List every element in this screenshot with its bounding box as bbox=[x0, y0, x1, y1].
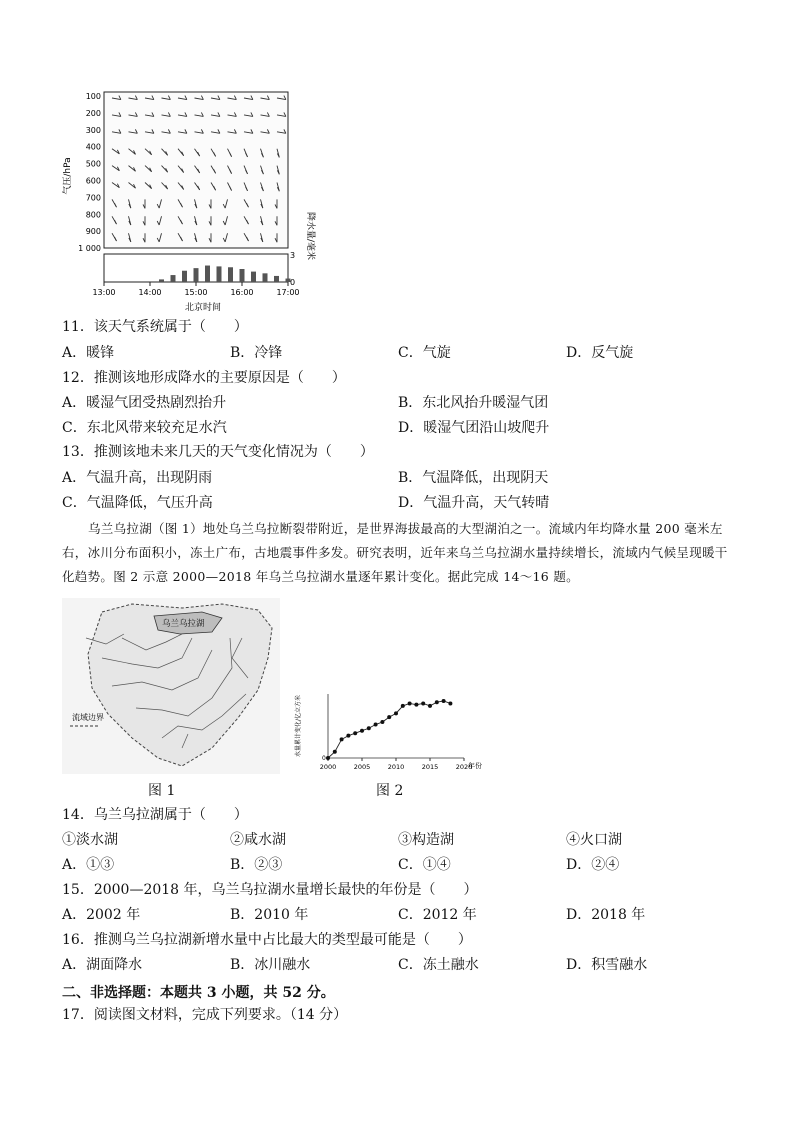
pressure-ticks bbox=[78, 92, 101, 253]
pressure-tick: 600 bbox=[85, 176, 101, 186]
fig1-caption: 图 1 bbox=[148, 783, 176, 799]
q15-option-d[interactable]: D．2018 年 bbox=[566, 907, 646, 923]
q16-option-a[interactable]: A．湖面降水 bbox=[62, 957, 143, 973]
fig2-point bbox=[374, 723, 378, 727]
q11-option-c[interactable]: C．气旋 bbox=[398, 345, 451, 361]
q11-stem: 11．该天气系统属于（ ） bbox=[62, 319, 248, 335]
fig2-point bbox=[340, 737, 344, 741]
fig2-point bbox=[448, 701, 452, 705]
time-tick-label: 15:00 bbox=[184, 288, 208, 297]
fig2-point bbox=[435, 700, 439, 704]
pressure-tick: 300 bbox=[85, 125, 101, 135]
precip-tick-3: 3 bbox=[290, 251, 296, 260]
pressure-tick: 500 bbox=[85, 159, 101, 169]
precip-bar bbox=[217, 266, 222, 282]
precip-tick-0: 0 bbox=[290, 278, 296, 287]
q14-item-2: ②咸水湖 bbox=[230, 832, 286, 848]
q13-option-d[interactable]: D．气温升高，天气转晴 bbox=[398, 495, 550, 511]
q12-option-d[interactable]: D．暖湿气团沿山坡爬升 bbox=[398, 420, 550, 436]
fig2-x-label: 年份 bbox=[468, 762, 482, 770]
map-legend-label: 流域边界 bbox=[72, 713, 104, 722]
q17-stem: 17．阅读图文材料，完成下列要求。（14 分） bbox=[62, 1007, 348, 1023]
passage-14-16: 乌兰乌拉湖（图 1）地处乌兰乌拉断裂带附近，是世界海拔最高的大型湖泊之一。流域内年均降水量 200 毫米左右，冰川分布面积小，冻土广布，古地震事件多发。研究表明，近年来乌兰乌拉湖水量持续增长，流域内气候呈现暖干化趋势。图 2 示意 2000—2018 年乌兰乌拉湖水量逐年累计变化。据此完成 14～16 题。 bbox=[62, 521, 728, 584]
pressure-axis-label: 气压/hPa bbox=[63, 157, 73, 195]
pressure-tick: 1 000 bbox=[78, 244, 101, 254]
fig2-point bbox=[367, 726, 371, 730]
figure2-chart bbox=[292, 680, 492, 774]
fig2-point bbox=[333, 750, 337, 754]
q13-option-b[interactable]: B．气温降低，出现阴天 bbox=[398, 470, 549, 486]
q14-item-4: ④火口湖 bbox=[566, 832, 622, 848]
fig2-point bbox=[394, 711, 398, 715]
fig2-point bbox=[346, 734, 350, 738]
fig2-point bbox=[380, 720, 384, 724]
fig2-y-tick-0: 0 bbox=[322, 755, 326, 762]
q13-stem: 13．推测该地未来几天的天气变化情况为（ ） bbox=[62, 444, 374, 460]
q14-item-3: ③构造湖 bbox=[398, 832, 454, 848]
precip-bar bbox=[228, 267, 233, 282]
pressure-tick: 200 bbox=[85, 108, 101, 118]
fig2-point bbox=[421, 701, 425, 705]
pressure-tick: 800 bbox=[85, 210, 101, 220]
q12-stem: 12．推测该地形成降水的主要原因是（ ） bbox=[62, 370, 346, 386]
precip-bars bbox=[159, 266, 291, 282]
wind-pressure-figure bbox=[60, 86, 330, 314]
pressure-tick: 100 bbox=[85, 92, 101, 101]
q11-option-a[interactable]: A．暖锋 bbox=[62, 345, 115, 361]
pressure-tick: 700 bbox=[85, 193, 101, 203]
fig2-point bbox=[387, 715, 391, 719]
q14-option-d[interactable]: D．②④ bbox=[566, 857, 620, 873]
q16-option-b[interactable]: B．冰川融水 bbox=[230, 957, 311, 973]
q14-option-a[interactable]: A．①③ bbox=[62, 857, 115, 873]
q15-option-b[interactable]: B．2010 年 bbox=[230, 907, 309, 923]
q14-item-1: ①淡水湖 bbox=[62, 832, 118, 848]
section-2-heading: 二、非选择题：本题共 3 小题，共 52 分。 bbox=[62, 985, 335, 1001]
fig2-y-label: 水量累计变化/亿立方米 bbox=[295, 694, 302, 758]
fig2-caption: 图 2 bbox=[376, 783, 404, 799]
pressure-tick: 400 bbox=[85, 142, 101, 152]
fig2-tick-label: 2005 bbox=[353, 763, 371, 771]
fig2-tick-label: 2020 bbox=[455, 763, 473, 771]
fig2-point bbox=[353, 731, 357, 735]
precip-bar bbox=[194, 268, 199, 282]
pressure-tick: 900 bbox=[85, 227, 101, 237]
time-tick-label: 14:00 bbox=[138, 288, 162, 297]
precip-bar bbox=[205, 266, 210, 282]
fig2-points bbox=[326, 699, 452, 760]
fig2-point bbox=[360, 729, 364, 733]
fig2-point bbox=[414, 703, 418, 707]
time-tick-label: 17:00 bbox=[276, 288, 300, 297]
fig2-x-ticks bbox=[320, 758, 473, 771]
fig2-point bbox=[428, 704, 432, 708]
time-tick-label: 16:00 bbox=[230, 288, 254, 297]
q14-option-c[interactable]: C．①④ bbox=[398, 857, 451, 873]
precip-bar bbox=[159, 279, 164, 282]
lake-label: 乌兰乌拉湖 bbox=[162, 619, 205, 629]
precip-axis-label: 降水量/毫米 bbox=[305, 211, 315, 261]
fig2-point bbox=[442, 699, 446, 703]
time-ticks bbox=[92, 282, 299, 297]
q13-option-a[interactable]: A．气温升高，出现阴雨 bbox=[62, 470, 213, 486]
figure1-map bbox=[62, 598, 280, 774]
fig2-tick-label: 2010 bbox=[387, 763, 405, 771]
precip-bar bbox=[251, 272, 256, 282]
q13-option-c[interactable]: C．气温降低，气压升高 bbox=[62, 495, 213, 511]
fig2-point bbox=[401, 704, 405, 708]
fig2-point bbox=[326, 756, 330, 760]
q16-stem: 16．推测乌兰乌拉湖新增水量中占比最大的类型最可能是（ ） bbox=[62, 932, 472, 948]
q16-option-d[interactable]: D．积雪融水 bbox=[566, 957, 648, 973]
q14-option-b[interactable]: B．②③ bbox=[230, 857, 283, 873]
fig2-tick-label: 2015 bbox=[421, 763, 439, 771]
q12-option-c[interactable]: C．东北风带来较充足水汽 bbox=[62, 420, 227, 436]
q16-option-c[interactable]: C．冻土融水 bbox=[398, 957, 479, 973]
fig2-series-line bbox=[328, 701, 450, 758]
precip-bar bbox=[182, 271, 187, 282]
precip-bar bbox=[240, 269, 245, 282]
q15-option-a[interactable]: A．2002 年 bbox=[62, 907, 141, 923]
precip-bar bbox=[274, 276, 279, 282]
q12-option-b[interactable]: B．东北风抬升暖湿气团 bbox=[398, 395, 549, 411]
precip-bar bbox=[263, 273, 268, 282]
fig2-tick-label: 2000 bbox=[319, 763, 337, 771]
q15-option-c[interactable]: C．2012 年 bbox=[398, 907, 477, 923]
fig2-point bbox=[408, 701, 412, 705]
time-tick-label: 13:00 bbox=[92, 288, 116, 297]
time-axis-label: 北京时间 bbox=[184, 303, 222, 313]
q12-option-a[interactable]: A．暖湿气团受热剧烈抬升 bbox=[62, 395, 227, 411]
q11-option-d[interactable]: D．反气旋 bbox=[566, 345, 634, 361]
q15-stem: 15．2000—2018 年，乌兰乌拉湖水量增长最快的年份是（ ） bbox=[62, 882, 478, 898]
q11-option-b[interactable]: B．冷锋 bbox=[230, 345, 283, 361]
precip-bar bbox=[171, 275, 176, 282]
q14-stem: 14．乌兰乌拉湖属于（ ） bbox=[62, 807, 248, 823]
